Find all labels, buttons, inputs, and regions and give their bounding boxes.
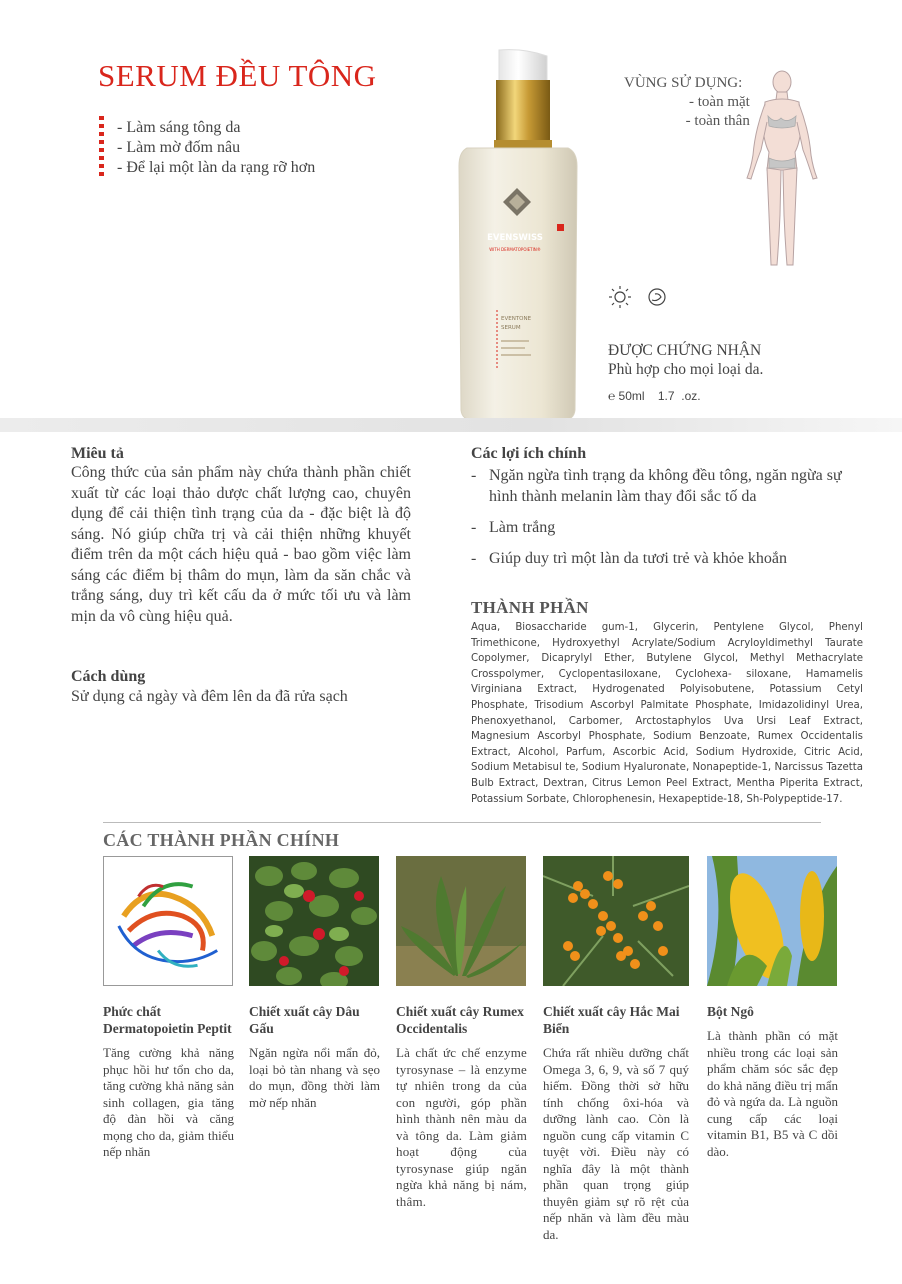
ingredient-name: Chiết xuất cây Hắc Mai Biển (543, 1004, 680, 1036)
bearberry-image (249, 856, 379, 986)
ingredient-name: Phức chất Dermatopoietin Peptit (103, 1004, 232, 1036)
highlight-item: - Để lại một làn da rạng rỡ hơn (117, 159, 316, 176)
highlight-item: - Làm mờ đốm nâu (117, 139, 241, 156)
description-heading: Miêu tả (71, 445, 124, 462)
ingredient-text: Tăng cường khả năng phục hồi hư tổn cho da, tăng cường khả năng sản sinh collagen, gia tăng độ đàn hồi và căng mọng cho da, giảm thiểu nếp nhăn (103, 1045, 234, 1159)
ingredient-text: Là thành phần có mặt nhiều trong các loại sản phẩm chăm sóc sắc đẹp do khả năng điều trị mẩn đỏ và ngứa da. Là nguồn cung cấp các loại vitamin B1, B5 và C dồi dào. (707, 1028, 838, 1159)
how-to-use-text: Sử dụng cả ngày và đêm lên da đã rửa sạch (71, 688, 348, 705)
ingredients-heading: THÀNH PHẦN (471, 598, 589, 617)
ingredient-text: Là chất ức chế enzyme tyrosynase – là enzyme tự nhiên trong da của con người, góp phần hình thành nên màu da và tông da. Làm giảm hoạt động của tyrosynase giúp ngăn ngừa khả năng bị nám, thâm. (396, 1045, 527, 1209)
highlight-item: - Làm sáng tông da (117, 119, 241, 136)
bottle-line2: SERUM (501, 325, 521, 331)
benefits-section (471, 445, 861, 579)
ingredient-name: Chiết xuất cây Dâu Gấu (249, 1004, 360, 1036)
key-ingredients-heading: CÁC THÀNH PHẦN CHÍNH (103, 830, 340, 850)
bottle-subbrand: WITH DERMATOPOIETIN® (489, 247, 541, 252)
certification-heading: ĐƯỢC CHỨNG NHẬN (608, 342, 762, 359)
description-section (71, 445, 411, 627)
body-figure-icon (745, 60, 820, 270)
ingredient-card (103, 856, 234, 1161)
benefit-item: - Giúp duy trì một làn da tươi trẻ và khỏe khoắn (471, 548, 861, 569)
usage-time-icons (606, 285, 676, 309)
bottle-brand: EVENSWISS (487, 233, 543, 243)
usage-heading: VÙNG SỬ DỤNG: (624, 75, 743, 91)
volume-info: ℮ 50ml 1.7 .oz. (608, 389, 701, 403)
protein-structure-image (103, 856, 233, 986)
corn-image (707, 856, 837, 986)
ingredient-text: Chứa rất nhiều dưỡng chất Omega 3, 6, 9, và số 7 quý hiếm. Đồng thời sở hữu tính chống ôxi-hóa và dưỡng lành cao. Còn là nguồn cung cấp vitamin C tuyệt vời. Điều này có nghĩa đây là một thành phần quan trọng giúp thuyên giảm sự rõ rệt của nếp nhăn và làm đều màu da. (543, 1045, 689, 1242)
product-bottle-image (455, 48, 580, 423)
how-to-use-heading: Cách dùng (71, 668, 146, 685)
usage-item: - toàn thân (685, 113, 750, 129)
description-text: Công thức của sản phẩm này chứa thành phần chiết xuất từ các loại thảo dược chất lượng cao, chuyên dụng để cải thiện tình trạng của da - đặc biệt là độ sáng. Nó giúp chữa trị và cải thiện những khuyết điểm trên da một cách hiệu quả - bao gồm việc làm sáng các điểm bị thâm do mụn, làm da săn chắc và trắng sáng, duy trì kết cấu da ở mức tối ưu và làm mịn da vô cùng hiệu quả. (71, 464, 411, 625)
section-divider (103, 822, 821, 823)
rumex-plant-image (396, 856, 526, 986)
ingredient-card (707, 856, 838, 1160)
ingredient-text: Ngăn ngừa nổi mẩn đỏ, loại bỏ tàn nhang và sẹo do mụn, đồng thời làm mờ nếp nhăn (249, 1045, 380, 1110)
benefits-list (471, 465, 861, 569)
product-highlights (117, 118, 315, 178)
bottle-line1: EVENTONE (501, 316, 532, 322)
benefit-item: - Làm trắng (471, 517, 861, 538)
usage-area (624, 74, 750, 131)
ingredient-name: Bột Ngô (707, 1004, 754, 1019)
sun-icon (609, 286, 631, 308)
ingredient-name: Chiết xuất cây Rumex Occidentalis (396, 1004, 524, 1036)
sea-buckthorn-image (543, 856, 689, 986)
night-icon (649, 289, 665, 305)
benefit-item: - Ngăn ngừa tình trạng da không đều tông, ngăn ngừa sự hình thành melanin làm thay đổi sắc tố da (471, 465, 861, 507)
decorative-stripe (99, 116, 104, 180)
benefits-heading: Các lợi ích chính (471, 445, 587, 462)
ingredient-card (543, 856, 689, 1243)
ingredient-card (396, 856, 527, 1210)
usage-item: - toàn mặt (689, 94, 750, 110)
product-title: SERUM ĐỀU TÔNG (98, 58, 377, 93)
ingredient-card (249, 856, 380, 1111)
ingredients-text: Aqua, Biosaccharide gum-1, Glycerin, Pentylene Glycol, Phenyl Trimethicone, Hydroxyethyl Acrylate/Sodium Acryloyldimethyl Taurate Copolymer, Dicaprylyl Ether, Butylene Glycol, Methyl Methacrylate Crosspolymer, Cyclopentasiloxane, Cyclohexa- siloxane, Hamamelis Virginiana Extract, Hydrogenated Polyisobutene, Potassium Cetyl Phosphate, Trisodium Ascorbyl Palmitate Phosphate, Imidazolidinyl Urea, Phenoxyethanol, Carbomer, Arctostaphylos Uva Ursi Leaf Extract, Magnesium Ascorbyl Phosphate, Sodium Benzoate, Rumex Occidentalis Extract, Alcohol, Parfum, Ascorbic Acid, Sodium Hydroxide, Citric Acid, Sodium Metabisul te, Sodium Hyaluronate, Nonapeptide-1, Narcissus Tazetta Bulb Extract, Dextran, Citrus Lemon Peel Extract, Mentha Piperita Extract, Potassium Sorbate, Chlorophenesin, Hexapeptide-18, Sh-Polypeptide-17. (471, 622, 863, 805)
certification-text: Phù hợp cho mọi loại da. (608, 361, 764, 378)
divider-band (0, 418, 902, 432)
certification (608, 341, 763, 379)
